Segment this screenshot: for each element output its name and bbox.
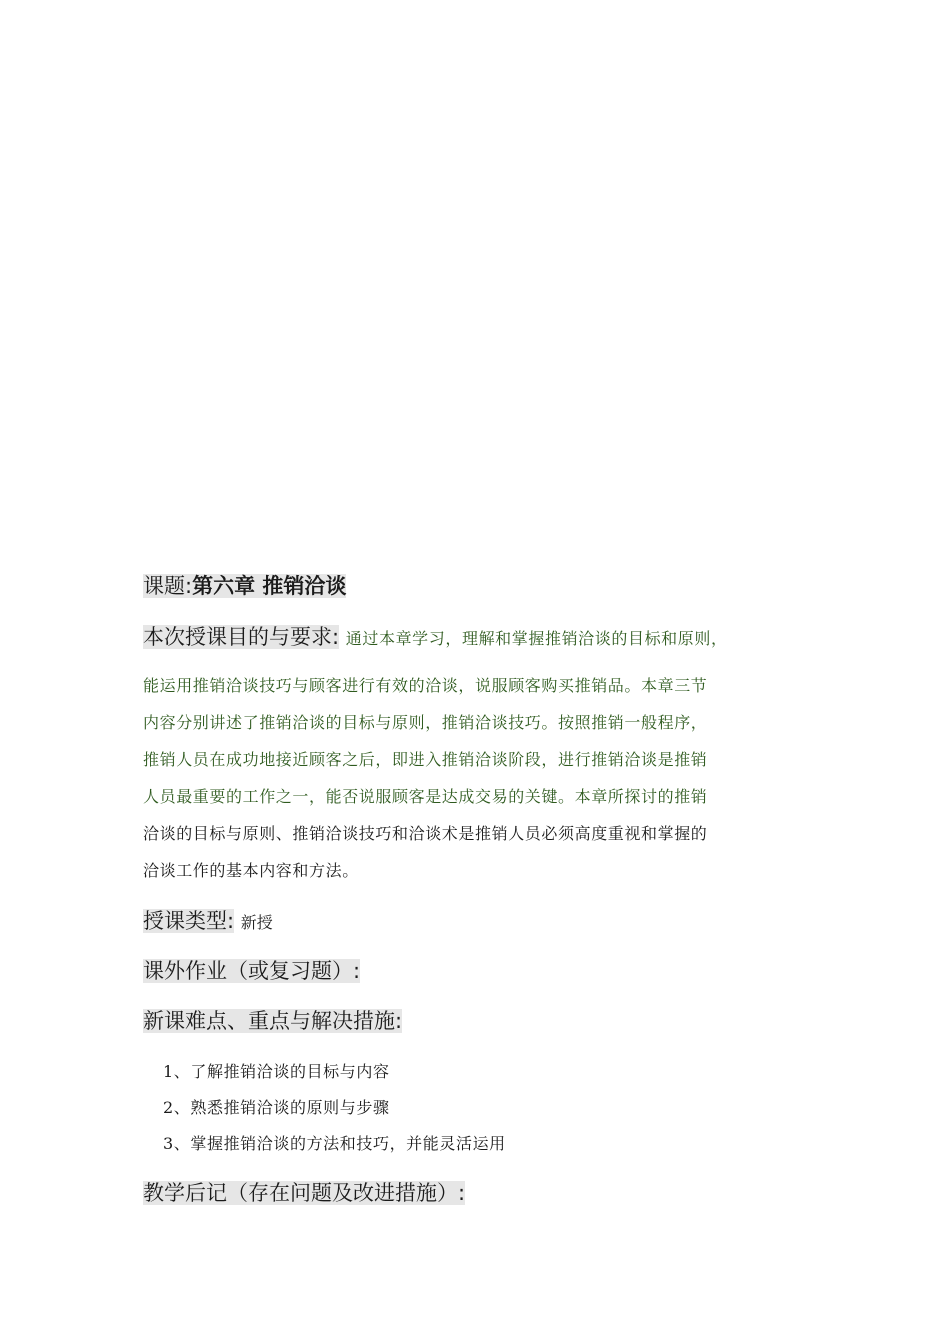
postscript-row: [143, 1178, 465, 1208]
objective-line-7: 洽谈工作的基本内容和方法。: [143, 861, 359, 880]
objective-line-5: 人员最重要的工作之一，能否说服顾客是达成交易的关键。本章所探讨的推销: [143, 787, 708, 806]
difficulties-row: [143, 1006, 402, 1036]
difficulty-item-1: 1、了解推销洽谈的目标与内容: [163, 1062, 390, 1081]
lesson-type-row: [143, 906, 273, 938]
topic-label: 课题:: [143, 574, 193, 598]
homework-row: [143, 956, 360, 986]
difficulty-item-3: 3、掌握推销洽谈的方法和技巧，并能灵活运用: [163, 1134, 506, 1153]
difficulties-label: 新课难点、重点与解决措施:: [143, 1009, 403, 1033]
difficulty-item-2: 2、熟悉推销洽谈的原则与步骤: [163, 1098, 390, 1117]
objective-row: [143, 622, 728, 654]
postscript-label: 教学后记（存在问题及改进措施）:: [143, 1181, 466, 1205]
objective-line-4: 推销人员在成功地接近顾客之后，即进入推销洽谈阶段，进行推销洽谈是推销: [143, 750, 708, 769]
homework-label: 课外作业（或复习题）:: [143, 959, 361, 983]
objective-line-6: 洽谈的目标与原则、推销洽谈技巧和洽谈术是推销人员必须高度重视和掌握的: [143, 824, 708, 843]
lesson-type-value: 新授: [240, 913, 273, 932]
objective-line-2: 能运用推销洽谈技巧与顾客进行有效的洽谈，说服顾客购买推销品。本章三节: [143, 676, 708, 695]
objective-label: 本次授课目的与要求:: [143, 625, 340, 649]
objective-line-1: 通过本章学习，理解和掌握推销洽谈的目标和原则，: [345, 629, 728, 648]
topic-value: 第六章 推销洽谈: [192, 574, 347, 598]
objective-line-3: 内容分别讲述了推销洽谈的目标与原则，推销洽谈技巧。按照推销一般程序，: [143, 713, 708, 732]
lesson-type-label: 授课类型:: [143, 909, 235, 933]
topic-row: [143, 571, 346, 601]
